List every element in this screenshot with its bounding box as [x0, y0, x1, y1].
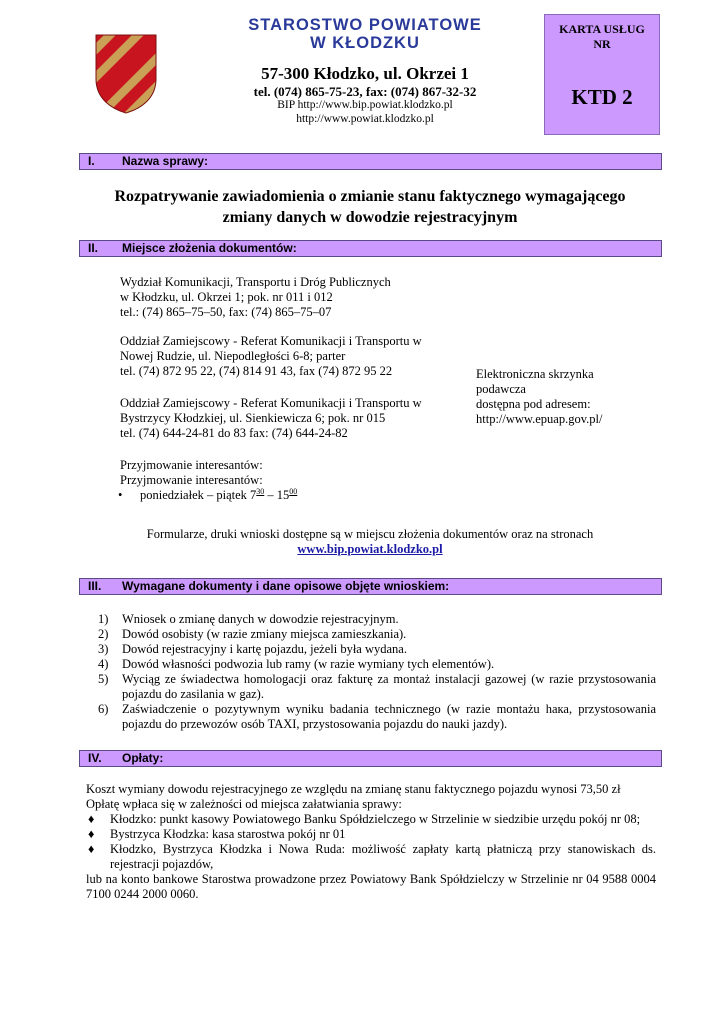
hours-dash: – 15 [264, 488, 290, 502]
item-text: Wniosek o zmianę danych w dowodzie rejestracyjnym. [122, 612, 399, 626]
fee-amount: Koszt wymiany dowodu rejestracyjnego ze względu na zmianę stanu faktycznego pojazdu wynosi 73,50 zł [86, 782, 621, 796]
item-number: 1) [98, 612, 109, 626]
bank-account-info: lub na konto bankowe Starostwa prowadzone przez Powiatowy Bank Spółdzielczy w Strzelinie nr 04 9588 0004 7100 0244 2000 0060. [86, 872, 656, 901]
diamond-bullet-icon: ♦ [88, 827, 95, 841]
list-item [98, 627, 656, 642]
item-text: Zaświadczenie o pozytywnym wyniku badania technicznego (w razie montażu hака, przystosowania pojazdu do przewozów osób TAXI, przystosowania pojazdu do nauki jazdy). [122, 702, 656, 731]
payment-option [86, 842, 656, 872]
office-line: Oddział Zamiejscowy - Referat Komunikacji i Transportu w [120, 334, 422, 348]
diamond-bullet-icon: ♦ [88, 842, 95, 856]
hours-end-min: 00 [289, 486, 298, 496]
item-text: Wyciąg ze świadectwa homologacji oraz fakturę za montaż instalacji gazowej (w razie przystosowania pojazdu do zasilania w gaz). [122, 672, 656, 701]
website-link[interactable]: http://www.powiat.klodzko.pl [296, 113, 434, 125]
item-number: 2) [98, 627, 109, 641]
office-hours [118, 488, 297, 503]
bip-forms-link[interactable]: www.bip.powiat.klodzko.pl [297, 542, 443, 556]
item-number: 5) [98, 672, 109, 686]
office-line: tel. (74) 644-24-81 do 83 fax: (74) 644-24-82 [120, 426, 348, 440]
epuap-info [476, 367, 656, 427]
office-hours-titles [120, 458, 263, 488]
card-label-line1: KARTA USŁUG [559, 22, 645, 36]
office-line: tel.: (74) 865–75–50, fax: (74) 865–75–07 [120, 305, 332, 319]
section-3-header [79, 578, 662, 595]
section-label: Wymagane dokumenty i dane opisowe objęte wnioskiem: [122, 579, 450, 593]
epuap-link[interactable]: http://www.epuap.gov.pl/ [476, 412, 603, 426]
office-bystrzyca [120, 396, 422, 441]
item-text: Dowód osobisty (w razie zmiany miejsca zamieszkania). [122, 627, 407, 641]
fees-info [86, 782, 656, 902]
office-nowa-ruda [120, 334, 422, 379]
required-documents-list [98, 612, 656, 732]
hours-start-min: 30 [256, 486, 265, 496]
subject-line1: Rozpatrywanie zawiadomienia o zmianie stanu faktycznego wymagającego [114, 188, 626, 205]
coat-of-arms-logo [94, 33, 158, 115]
section-4-header [79, 750, 662, 767]
office-line: Bystrzycy Kłodzkiej, ul. Sienkiewicza 6; pok. nr 015 [120, 411, 386, 425]
section-number: III. [88, 579, 102, 593]
section-label: Opłaty: [122, 751, 164, 765]
payment-option-text: Bystrzyca Kłodzka: kasa starostwa pokój nr 01 [110, 827, 346, 841]
section-label: Nazwa sprawy: [122, 154, 209, 168]
payment-option-text: Kłodzko, Bystrzyca Kłodzka i Nowa Ruda: możliwość zapłaty kartą płatniczą przy stanowiskach ds. rejestracji pojazdów, [110, 842, 656, 871]
item-text: Dowód własności podwozia lub ramy (w razie wymiany tych elementów). [122, 657, 495, 671]
epuap-line: Elektroniczna skrzynka [476, 367, 594, 381]
office-title-line1: STAROSTWO POWIATOWE [248, 16, 482, 34]
bullet-icon: • [118, 488, 123, 502]
office-main [120, 275, 391, 320]
item-number: 4) [98, 657, 109, 671]
list-item [98, 672, 656, 702]
section-2-header [79, 240, 662, 257]
office-line: tel. (74) 872 95 22, (74) 814 91 43, fax (74) 872 95 22 [120, 364, 393, 378]
office-links [200, 98, 530, 126]
section-number: II. [88, 241, 99, 255]
bip-link[interactable]: BIP http://www.bip.powiat.klodzko.pl [277, 99, 453, 111]
hours-title: Przyjmowanie interesantów: [120, 473, 263, 487]
section-1-header [79, 153, 662, 170]
office-title [200, 16, 530, 52]
forms-text: Formularze, druki wnioski dostępne są w miejscu złożenia dokumentów oraz na stronach [146, 527, 594, 541]
payment-option-text: Kłodzko: punkt kasowy Powiatowego Banku Spółdzielczego w Strzelinie w siedzibie urzędu pokój nr 08; [110, 812, 641, 826]
card-code: KTD 2 [571, 85, 633, 109]
office-line: Nowej Rudzie, ul. Niepodległości 6-8; parter [120, 349, 346, 363]
card-label [545, 22, 659, 52]
office-title-line2: W KŁODZKU [310, 34, 420, 52]
office-address: 57-300 Kłodzko, ul. Okrzei 1 [261, 64, 469, 83]
subject-line2: zmiany danych w dowodzie rejestracyjnym [222, 209, 518, 226]
epuap-line: dostępna pod adresem: [476, 397, 591, 411]
list-item [98, 702, 656, 732]
office-line: Wydział Komunikacji, Transportu i Dróg Publicznych [120, 275, 391, 289]
office-line: w Kłodzku, ul. Okrzei 1; pok. nr 011 i 012 [120, 290, 333, 304]
epuap-line: podawcza [476, 382, 526, 396]
section-number: IV. [88, 751, 102, 765]
item-text: Dowód rejestracyjny i kartę pojazdu, jeżeli była wydana. [122, 642, 407, 656]
item-number: 3) [98, 642, 109, 656]
diamond-bullet-icon: ♦ [88, 812, 95, 826]
payment-option [86, 812, 656, 827]
fee-payment-intro: Opłatę wpłaca się w zależności od miejsca załatwiania sprawy: [86, 797, 402, 811]
case-subject [80, 186, 660, 228]
payment-option [86, 827, 656, 842]
hours-title: Przyjmowanie interesantów: [120, 458, 263, 472]
office-phone: tel. (074) 865-75-23, fax: (074) 867-32-32 [253, 84, 477, 99]
section-number: I. [88, 154, 95, 168]
card-label-line2: NR [593, 37, 611, 51]
list-item [98, 642, 656, 657]
item-number: 6) [98, 702, 109, 716]
office-line: Oddział Zamiejscowy - Referat Komunikacji i Transportu w [120, 396, 422, 410]
list-item [98, 612, 656, 627]
list-item [98, 657, 656, 672]
section-label: Miejsce złożenia dokumentów: [122, 241, 297, 255]
forms-info [80, 527, 660, 557]
hours-days: poniedziałek – piątek 7 [140, 488, 257, 502]
card-number-box [544, 14, 660, 135]
